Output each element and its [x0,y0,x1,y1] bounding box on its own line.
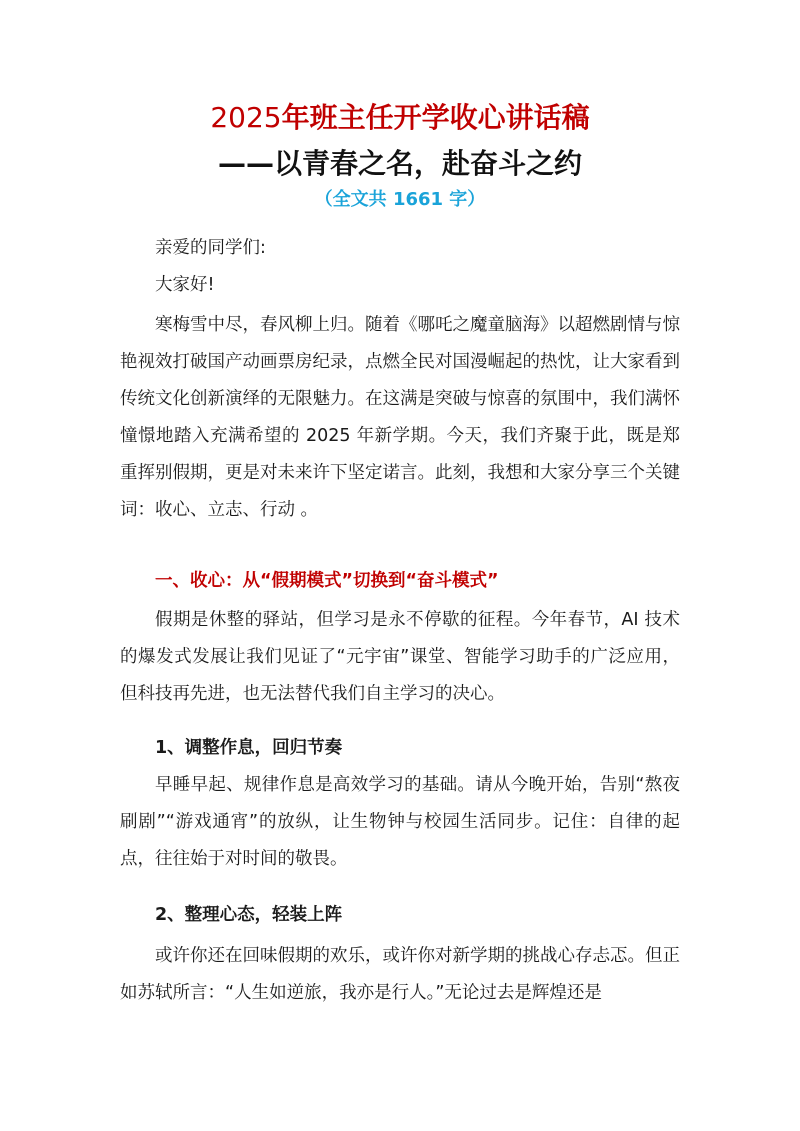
sub2-paragraph: 或许你还在回味假期的欢乐，或许你对新学期的挑战心存忐忑。但正如苏轼所言：“人生如逆旅，我亦是行人。”无论过去是辉煌还是 [120,946,680,1003]
intro-paragraph: 寒梅雪中尽，春风柳上归。随着《哪吒之魔童脑海》以超燃剧情与惊艳视效打破国产动画票房纪录，点燃全民对国漫崛起的热忱，让大家看到传统文化创新演绎的无限魅力。在这满是突破与惊喜的氛围中，我们满怀憧憬地踏入充满希望的 2025 年新学期。今天，我们齐聚于此，既是郑重挥别假期，更是对未来许下坚定诺言。此刻，我想和大家分享三个关键词：收心、立志、行动 。 [120,315,680,520]
sub1-paragraph: 早睡早起、规律作息是高效学习的基础。请从今晚开始，告别“熬夜刷剧”“游戏通宵”的放纵，让生物钟与校园生活同步。记住：自律的起点，往往始于对时间的敬畏。 [120,775,680,869]
intro-paragraph-block [120,307,680,529]
section1-paragraph-block [120,602,680,713]
sub2-paragraph-block [120,938,680,1012]
subsection-heading-1: 1、调整作息，回归节奏 [155,738,343,758]
page-title [0,100,800,136]
title-year: 2025 [210,101,282,134]
section-heading-1: 一、收心：从“假期模式”切换到“奋斗模式” [155,571,499,591]
word-count-note: （全文共 1661 字） [314,189,486,210]
section1-paragraph: 假期是休整的驿站，但学习是永不停歇的征程。今年春节，AI 技术的爆发式发展让我们见证了“元宇宙”课堂、智能学习助手的广泛应用，但科技再先进，也无法替代我们自主学习的决心。 [120,610,680,704]
page-subtitle: ——以青春之名，赴奋斗之约 [217,147,582,180]
salutation: 亲爱的同学们: [155,238,266,258]
subsection-heading-2: 2、整理心态，轻装上阵 [155,905,343,925]
sub1-paragraph-block [120,767,680,878]
greeting: 大家好! [155,275,215,295]
title-text: 年班主任开学收心讲话稿 [281,101,590,134]
